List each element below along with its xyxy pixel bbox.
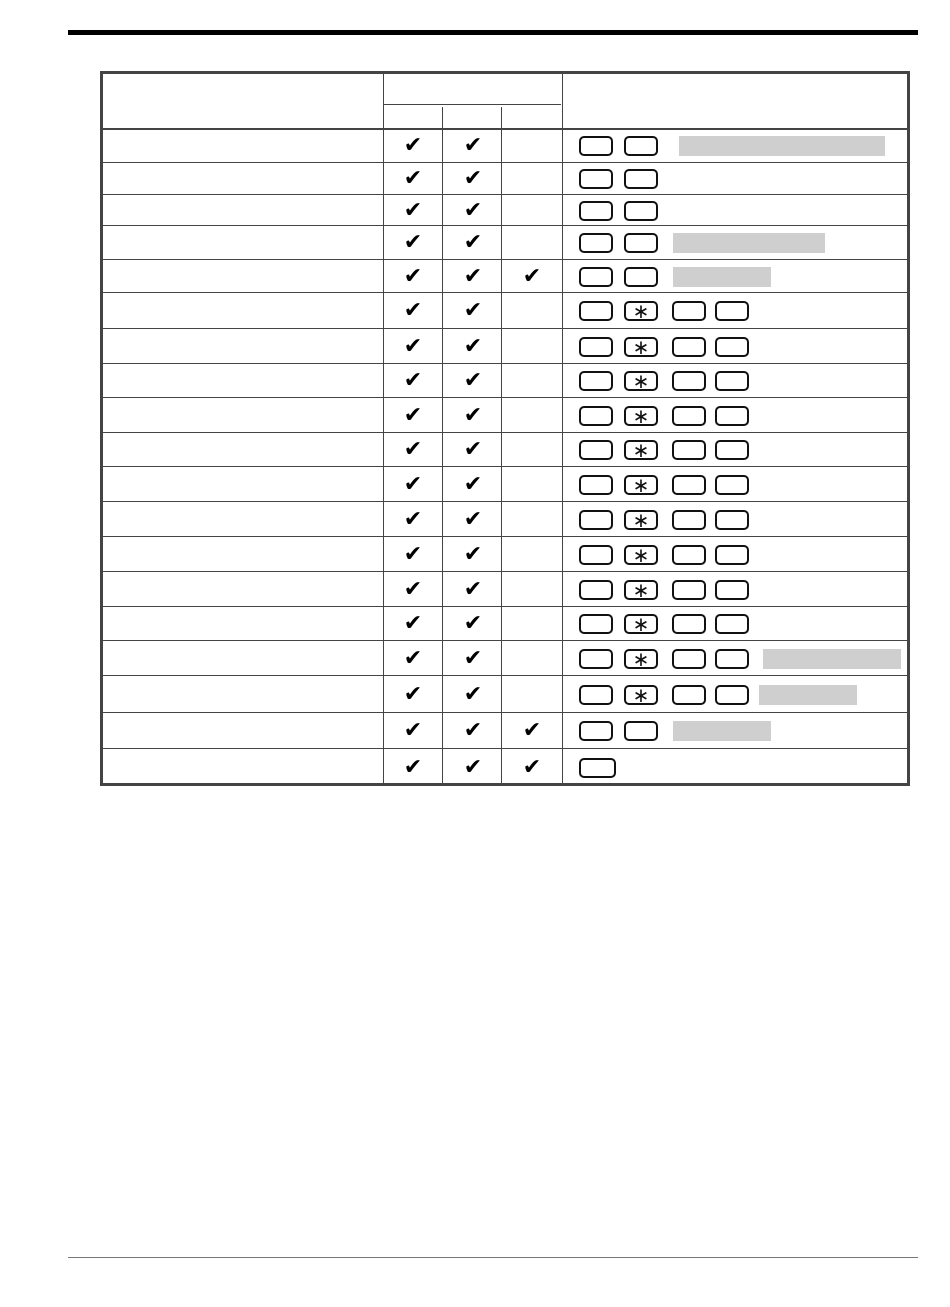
check-mark-icon: ✔	[463, 506, 483, 532]
check-mark-icon: ✔	[463, 197, 483, 223]
key-icon	[624, 721, 658, 741]
check-mark-icon: ✔	[463, 611, 483, 636]
key-icon	[624, 201, 658, 221]
key-icon	[715, 510, 749, 530]
table-row	[103, 129, 907, 163]
star-key-icon: ∗	[624, 406, 658, 426]
masked-text-box	[679, 136, 885, 156]
key-icon	[624, 267, 658, 287]
check-mark-icon: ✔	[463, 333, 483, 359]
check-mark-icon: ✔	[522, 718, 542, 743]
table-row	[103, 195, 907, 226]
key-icon	[672, 475, 706, 495]
table-row	[103, 398, 907, 433]
table-row	[103, 364, 907, 398]
key-icon	[579, 169, 613, 189]
table-row	[103, 260, 907, 293]
check-mark-icon: ✔	[403, 402, 423, 428]
top-rule	[68, 30, 918, 35]
key-icon	[672, 685, 706, 705]
star-key-icon: ∗	[624, 545, 658, 565]
bottom-rule	[68, 1257, 918, 1258]
check-mark-icon: ✔	[403, 506, 423, 532]
key-icon	[672, 337, 706, 357]
table-row	[103, 572, 907, 607]
key-icon	[624, 169, 658, 189]
key-icon	[672, 406, 706, 426]
check-mark-icon: ✔	[463, 133, 483, 158]
star-key-icon: ∗	[624, 614, 658, 634]
key-icon	[579, 758, 616, 778]
key-icon	[579, 614, 613, 634]
check-mark-icon: ✔	[463, 298, 483, 323]
key-icon	[715, 580, 749, 600]
star-key-icon: ∗	[624, 440, 658, 460]
key-icon	[715, 301, 749, 321]
table-row	[103, 749, 907, 786]
table-row	[103, 607, 907, 641]
key-icon	[579, 337, 613, 357]
table-row	[103, 641, 907, 676]
key-icon	[715, 685, 749, 705]
table-row	[103, 467, 907, 502]
check-mark-icon: ✔	[463, 471, 483, 497]
key-icon	[579, 201, 613, 221]
star-key-icon: ∗	[624, 510, 658, 530]
check-mark-icon: ✔	[463, 576, 483, 602]
check-mark-icon: ✔	[403, 718, 423, 743]
header-subdivider	[383, 104, 561, 105]
key-icon	[579, 406, 613, 426]
check-mark-icon: ✔	[403, 368, 423, 393]
star-key-icon: ∗	[624, 301, 658, 321]
key-icon	[672, 649, 706, 669]
check-mark-icon: ✔	[403, 166, 423, 191]
table-row	[103, 433, 907, 467]
star-key-icon: ∗	[624, 371, 658, 391]
check-mark-icon: ✔	[463, 402, 483, 428]
table-row	[103, 537, 907, 572]
table-row	[103, 676, 907, 713]
check-mark-icon: ✔	[403, 437, 423, 462]
check-mark-icon: ✔	[403, 263, 423, 289]
key-icon	[672, 510, 706, 530]
check-mark-icon: ✔	[403, 576, 423, 602]
key-icon	[579, 267, 613, 287]
check-mark-icon: ✔	[463, 681, 483, 707]
masked-text-box	[673, 721, 771, 741]
key-icon	[715, 649, 749, 669]
star-key-icon: ∗	[624, 580, 658, 600]
star-key-icon: ∗	[624, 475, 658, 495]
key-icon	[579, 580, 613, 600]
star-key-icon: ∗	[624, 649, 658, 669]
check-mark-icon: ✔	[403, 611, 423, 636]
star-key-icon: ∗	[624, 685, 658, 705]
table-row	[103, 329, 907, 364]
check-mark-icon: ✔	[403, 681, 423, 707]
key-icon	[672, 580, 706, 600]
key-icon	[715, 475, 749, 495]
check-mark-icon: ✔	[463, 263, 483, 289]
check-mark-icon: ✔	[463, 230, 483, 255]
check-mark-icon: ✔	[463, 541, 483, 567]
key-icon	[579, 301, 613, 321]
key-icon	[579, 475, 613, 495]
check-mark-icon: ✔	[522, 754, 542, 780]
key-icon	[672, 371, 706, 391]
masked-text-box	[673, 233, 825, 253]
check-mark-icon: ✔	[463, 437, 483, 462]
key-icon	[715, 371, 749, 391]
key-icon	[672, 545, 706, 565]
key-icon	[672, 301, 706, 321]
star-key-icon: ∗	[624, 337, 658, 357]
key-icon	[715, 614, 749, 634]
key-icon	[579, 371, 613, 391]
check-mark-icon: ✔	[463, 166, 483, 191]
check-mark-icon: ✔	[403, 333, 423, 359]
feature-table	[100, 71, 910, 786]
check-mark-icon: ✔	[403, 133, 423, 158]
key-icon	[579, 233, 613, 253]
check-mark-icon: ✔	[463, 754, 483, 780]
table-row	[103, 226, 907, 260]
masked-text-box	[673, 267, 771, 287]
check-mark-icon: ✔	[403, 754, 423, 780]
table-row	[103, 713, 907, 749]
check-mark-icon: ✔	[463, 645, 483, 671]
key-icon	[579, 721, 613, 741]
key-icon	[715, 440, 749, 460]
key-icon	[624, 233, 658, 253]
check-mark-icon: ✔	[403, 230, 423, 255]
table-row	[103, 293, 907, 329]
check-mark-icon: ✔	[522, 263, 542, 289]
key-icon	[715, 337, 749, 357]
key-icon	[579, 440, 613, 460]
key-icon	[715, 545, 749, 565]
check-mark-icon: ✔	[463, 718, 483, 743]
key-icon	[579, 649, 613, 669]
check-mark-icon: ✔	[403, 298, 423, 323]
table-row	[103, 502, 907, 537]
check-mark-icon: ✔	[403, 197, 423, 223]
check-mark-icon: ✔	[403, 541, 423, 567]
key-icon	[579, 545, 613, 565]
check-mark-icon: ✔	[463, 368, 483, 393]
key-icon	[672, 614, 706, 634]
key-icon	[579, 136, 613, 156]
key-icon	[672, 440, 706, 460]
key-icon	[579, 685, 613, 705]
key-icon	[624, 136, 658, 156]
masked-text-box	[763, 649, 901, 669]
table-row	[103, 163, 907, 195]
check-mark-icon: ✔	[403, 645, 423, 671]
key-icon	[715, 406, 749, 426]
check-mark-icon: ✔	[403, 471, 423, 497]
key-icon	[579, 510, 613, 530]
masked-text-box	[759, 685, 857, 705]
